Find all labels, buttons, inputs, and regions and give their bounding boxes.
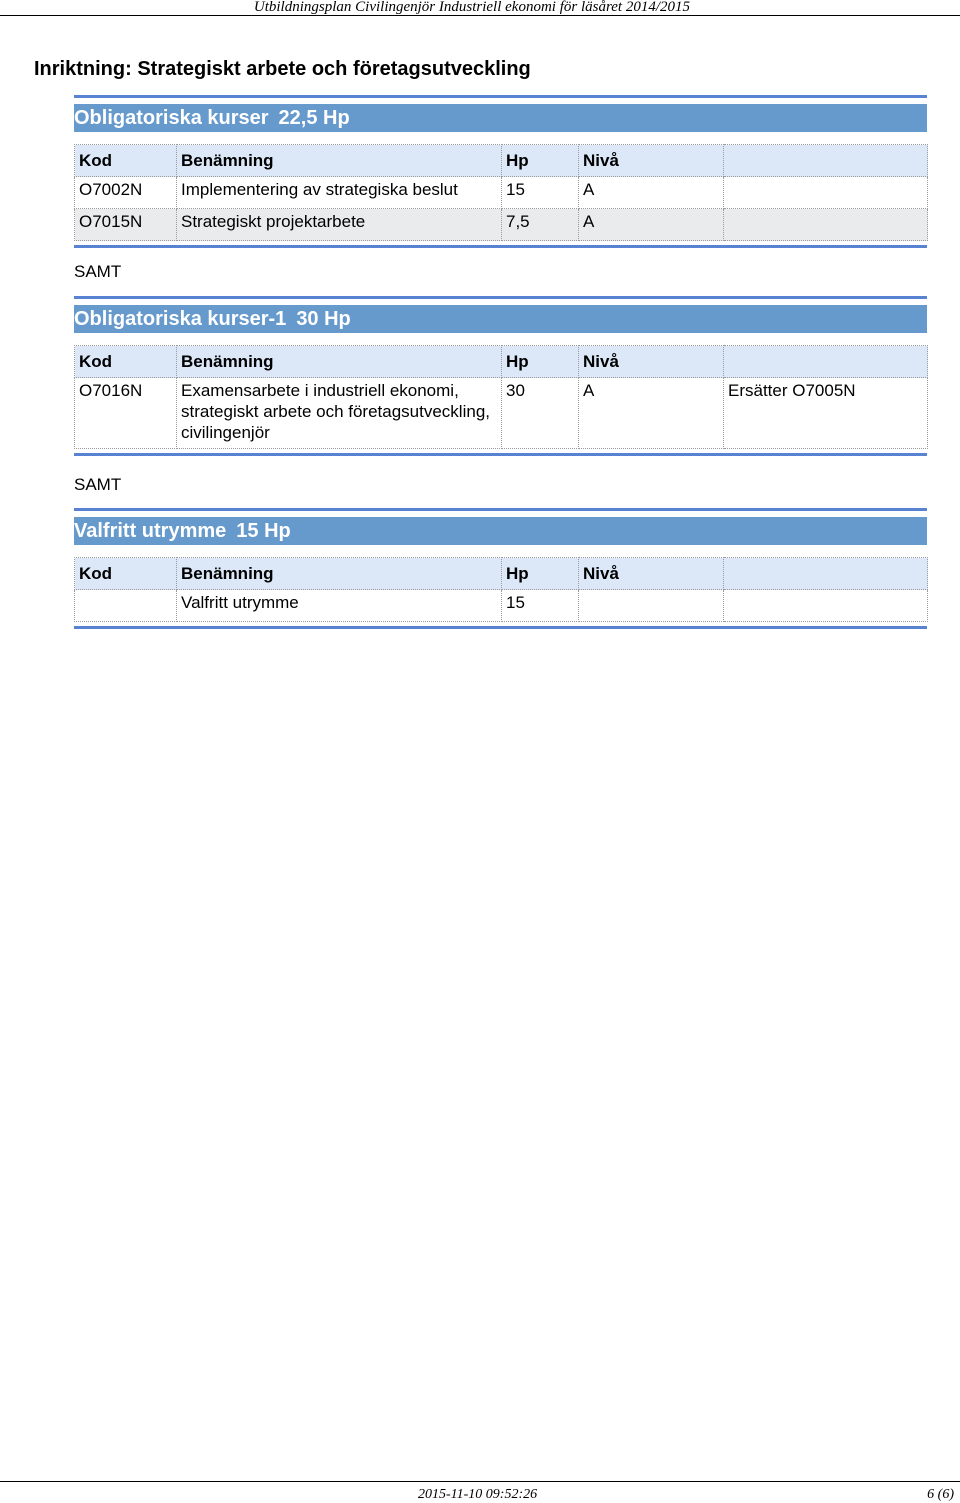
section-obligatoriska-kurser-1 [74,296,927,456]
cell-benamning: Implementering av strategiska beslut [177,177,502,209]
cell-kod [75,590,177,622]
course-table [74,557,928,622]
section-divider [74,508,927,511]
cell-niva [579,590,724,622]
course-table [74,345,928,449]
samt-label: SAMT [74,475,122,494]
column-header-niva: Nivå [579,558,724,590]
column-header-note [724,145,928,177]
section-title [74,517,927,545]
table-row [75,209,928,241]
column-header-hp: Hp [502,145,579,177]
running-header [0,0,960,16]
cell-note: Ersätter O7005N [724,378,928,449]
cell-kod: O7015N [75,209,177,241]
section-end-divider [74,245,927,248]
column-header-hp: Hp [502,346,579,378]
table-header-row [75,145,928,177]
cell-note [724,177,928,209]
section-title [74,305,927,333]
column-header-note [724,558,928,590]
column-header-benamning: Benämning [177,145,502,177]
cell-note [724,590,928,622]
column-header-kod: Kod [75,558,177,590]
column-header-niva: Nivå [579,145,724,177]
section-title [74,104,927,132]
section-end-divider [74,626,927,629]
cell-hp: 7,5 [502,209,579,241]
table-row [75,590,928,622]
section-divider [74,95,927,98]
column-header-kod: Kod [75,346,177,378]
column-header-kod: Kod [75,145,177,177]
section-obligatoriska-kurser [74,95,927,248]
cell-niva: A [579,378,724,449]
cell-kod: O7016N [75,378,177,449]
cell-hp: 30 [502,378,579,449]
running-header-text: Utbildningsplan Civilingenjör Industriell ekonomi för läsåret 2014/2015 [253,0,690,15]
table-row [75,378,928,449]
footer-date: 2015-11-10 09:52:26 [418,1487,538,1502]
column-header-niva: Nivå [579,346,724,378]
footer-rule [0,1481,960,1482]
column-header-benamning: Benämning [177,558,502,590]
cell-benamning: Valfritt utrymme [177,590,502,622]
section-valfritt-utrymme [74,508,927,629]
column-header-note [724,346,928,378]
column-header-hp: Hp [502,558,579,590]
section-end-divider [74,453,927,456]
section-divider [74,296,927,299]
page-title: Inriktning: Strategiskt arbete och företagsutveckling [34,58,531,80]
section-name: Valfritt utrymme [74,520,227,542]
cell-kod: O7002N [75,177,177,209]
section-name: Obligatoriska kurser-1 [74,308,287,330]
section-hp: 30 Hp [296,308,351,330]
section-hp: 15 Hp [236,520,291,542]
cell-benamning: Strategiskt projektarbete [177,209,502,241]
cell-hp: 15 [502,590,579,622]
table-header-row [75,346,928,378]
cell-niva: A [579,209,724,241]
cell-hp: 15 [502,177,579,209]
course-table [74,144,928,241]
cell-benamning: Examensarbete i industriell ekonomi, strategiskt arbete och företagsutveckling, civilingenjör [177,378,502,449]
samt-label: SAMT [74,262,122,281]
table-row [75,177,928,209]
cell-note [724,209,928,241]
footer-page-number: 6 (6) [927,1487,954,1502]
section-name: Obligatoriska kurser [74,107,269,129]
column-header-benamning: Benämning [177,346,502,378]
section-hp: 22,5 Hp [278,107,350,129]
cell-niva: A [579,177,724,209]
table-header-row [75,558,928,590]
